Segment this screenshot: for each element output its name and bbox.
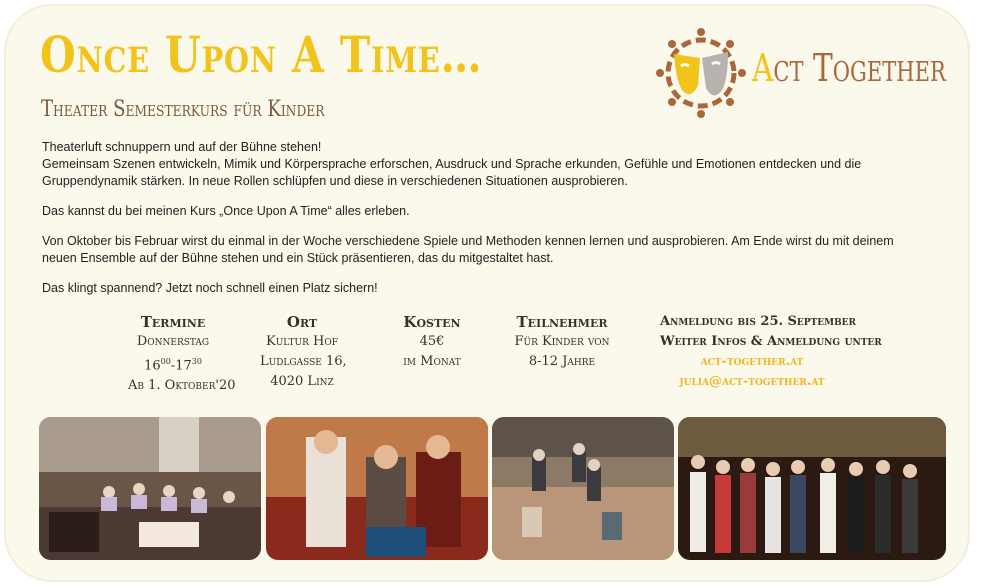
page-title: Once Upon A Time… — [40, 25, 483, 84]
info-termine: Termine Donnerstag $16^{00}-17^{30}$ Ab 1. Oktober'20 — [128, 313, 236, 394]
photo-hall-activity — [492, 417, 674, 560]
intro-paragraph: Das klingt spannend? Jetzt noch schnell einen Platz sichern! — [42, 281, 378, 295]
intro-text — [42, 139, 922, 310]
photo-performance-bow — [678, 417, 946, 560]
info-ort: Ort Kultur Hof Ludlgasse 16, 4020 Linz — [260, 313, 347, 389]
intro-paragraph: Das kannst du bei meinen Kurs „Once Upon A Time“ alles erleben. — [42, 204, 410, 218]
intro-paragraph: Theaterluft schnuppern und auf der Bühne stehen! Gemeinsam Szenen entwickeln, Mimik und Körpersprache erforschen, Ausdruck und Sprache erkunden, Gefühle und Emotionen entdecken und die Gruppendynamik stärken. In neue Rollen schlüpfen und diese in verschiedenen Situationen ausprobieren. — [42, 140, 862, 188]
act-together-logo-icon — [652, 24, 750, 122]
info-kosten: Kosten 45€ im Monat — [403, 313, 461, 369]
website-link[interactable]: act-together.at — [700, 354, 804, 369]
brand-name: Act Together — [752, 46, 946, 90]
email-link[interactable]: julia@act-together.at — [679, 374, 825, 389]
info-anmeldung: Anmeldung bis 25. September Weiter Infos & Anmeldung unter act-together.at julia@act-together.at — [660, 312, 844, 392]
intro-paragraph: Von Oktober bis Februar wirst du einmal in der Woche verschiedene Spiele und Methoden kennen lernen und ausprobieren. Am Ende wirst du mit deinem neuen Ensemble auf der Bühne stehen und ein Stück präsentieren, das du mitgestaltet hast. — [42, 234, 894, 265]
page-subtitle: Theater Semesterkurs für Kinder — [41, 97, 325, 122]
photo-stage-scene — [266, 417, 488, 560]
photo-children-circle — [39, 417, 261, 560]
info-teilnehmer: Teilnehmer Für Kinder von 8-12 Jahre — [514, 313, 610, 369]
